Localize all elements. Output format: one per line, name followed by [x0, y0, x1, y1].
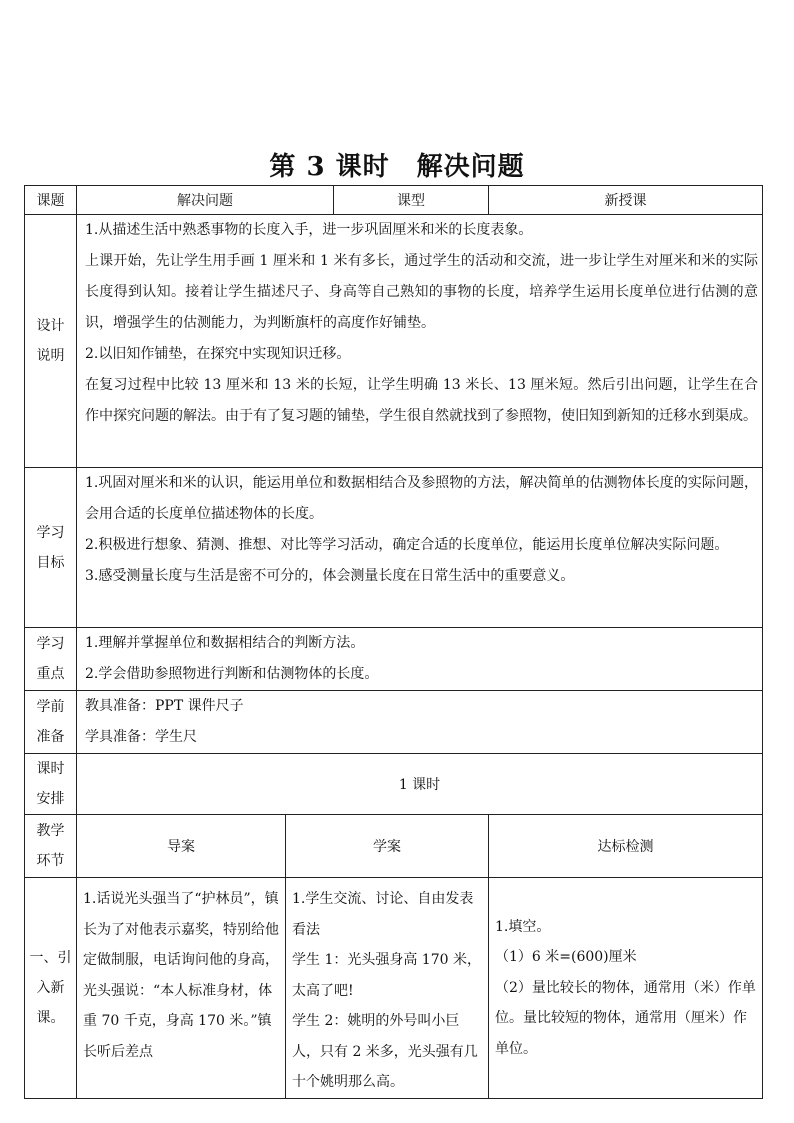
focus-line-1: 1.理解并掌握单位和数据相结合的判断方法。 — [85, 635, 365, 651]
goals-row — [25, 468, 763, 628]
schedule-label-text: 课时 安排 — [36, 761, 65, 807]
type-label: 课型 — [334, 186, 489, 215]
focus-content — [77, 628, 763, 691]
stage-1-learn-line-1: 1.学生交流、讨论、自由发表看法 — [292, 891, 474, 938]
type-value: 新授课 — [489, 186, 763, 215]
schedule-label — [25, 754, 77, 815]
topic-value: 解决问题 — [77, 186, 334, 215]
header-row — [25, 186, 763, 215]
prep-label-text: 学前 准备 — [36, 699, 65, 745]
design-line-4: 在复习过程中比较 13 厘米和 13 米的长短，让学生明确 13 米长、13 厘米短。然后引出问题，让学生在合作中探究问题的解法。由于有了复习题的铺垫，学生很自然就找到了参照物，使旧知到新知的迁移水到渠成。 — [85, 377, 758, 424]
stage-column-label — [25, 815, 77, 878]
columns-row — [25, 815, 763, 878]
check-column-header: 达标检测 — [489, 815, 763, 878]
stage-column-label-text: 教学 环节 — [36, 823, 65, 869]
goals-line-3: 3.感受测量长度与生活是密不可分的，体会测量长度在日常生活中的重要意义。 — [85, 568, 575, 584]
stage-1-check-line-3: （2）量比较长的物体，通常用（米）作单位。量比较短的物体，通常用（厘米）作单位。 — [495, 979, 756, 1057]
design-label — [25, 215, 77, 468]
focus-row — [25, 628, 763, 691]
goals-line-1: 1.巩固对厘米和米的认识，能运用单位和数据相结合及参照物的方法，解决简单的估测物体长度的实际问题，会用合适的长度单位描述物体的长度。 — [85, 475, 758, 522]
stage-1-learn-line-3: 学生 2：姚明的外号叫小巨人，只有 2 米多，光头强有几十个姚明那么高。 — [292, 1013, 478, 1090]
design-row — [25, 215, 763, 468]
stage-1-row — [25, 878, 763, 1099]
design-line-2: 上课开始，先让学生用手画 1 厘米和 1 米有多长，通过学生的活动和交流，进一步让学生对厘米和米的实际长度得到认知。接着让学生描述尺子、身高等自己熟知的事物的长度，培养学生运用长度单位进行估测的意识，增强学生的估测能力，为判断旗杆的高度作好铺垫。 — [85, 253, 758, 331]
stage-1-learn — [286, 878, 489, 1099]
design-label-text: 设计 说明 — [36, 318, 65, 364]
focus-label — [25, 628, 77, 691]
prep-line-2: 学具准备：学生尺 — [85, 729, 197, 745]
focus-label-text: 学习 重点 — [36, 636, 65, 682]
schedule-value: 1 课时 — [77, 754, 763, 815]
stage-1-check-line-2: （1）6 米=(600)厘米 — [495, 949, 637, 965]
stage-1-guide — [77, 878, 286, 1099]
schedule-row — [25, 754, 763, 815]
goals-label — [25, 468, 77, 628]
stage-1-label — [25, 878, 77, 1099]
stage-1-learn-line-2: 学生 1：光头强身高 170 米，太高了吧! — [292, 952, 481, 999]
prep-line-1: 教具准备：PPT 课件尺子 — [85, 698, 244, 714]
design-line-1: 1.从描述生活中熟悉事物的长度入手，进一步巩固厘米和米的长度表象。 — [85, 222, 533, 238]
goals-content — [77, 468, 763, 628]
stage-1-check-line-1: 1.填空。 — [495, 918, 551, 935]
stage-1-guide-text: 1.话说光头强当了“护林员”，镇长为了对他表示嘉奖，特别给他定做制服，电话询问他的身高，光头强说：“本人标准身材，体重 70 千克，身高 170 米。”镇长听后差点 — [83, 891, 279, 1060]
goals-label-text: 学习 目标 — [36, 524, 65, 571]
page-title: 第 3 课时 解决问题 — [269, 152, 525, 182]
prep-label — [25, 691, 77, 754]
guide-column-header: 导案 — [77, 815, 286, 878]
stage-1-label-text: 一、引 入新 课。 — [29, 949, 72, 1026]
focus-line-2: 2.学会借助参照物进行判断和估测物体的长度。 — [85, 666, 379, 682]
learn-column-header: 学案 — [286, 815, 489, 878]
stage-1-check — [489, 878, 763, 1099]
topic-label: 课题 — [25, 186, 77, 215]
prep-content — [77, 691, 763, 754]
design-content — [77, 215, 763, 468]
design-line-3: 2.以旧知作铺垫，在探究中实现知识迁移。 — [85, 346, 351, 362]
goals-line-2: 2.积极进行想象、猜测、推想、对比等学习活动，确定合适的长度单位，能运用长度单位解决实际问题。 — [85, 537, 729, 553]
prep-row — [25, 691, 763, 754]
lesson-plan-table — [24, 185, 763, 1099]
